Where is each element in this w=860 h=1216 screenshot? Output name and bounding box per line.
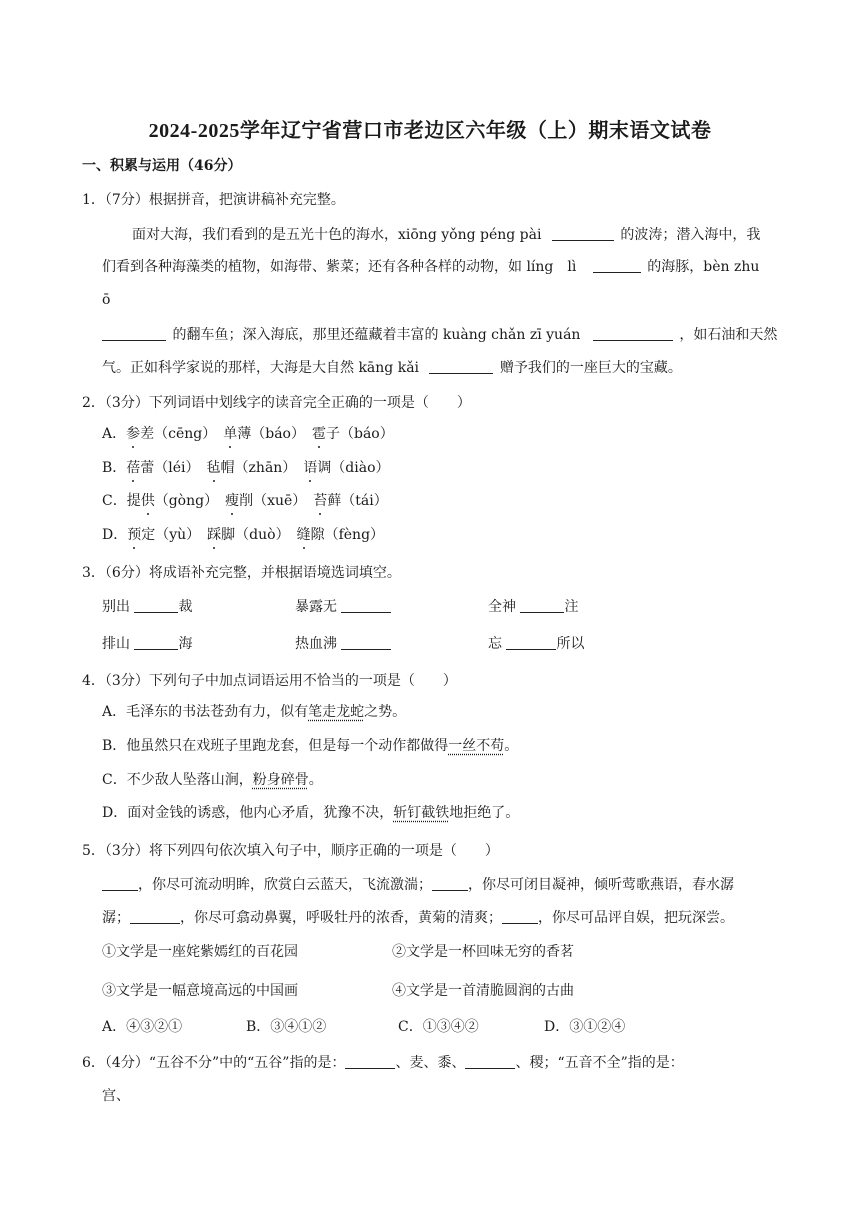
q4-option-c[interactable]	[102, 770, 323, 790]
q5-option-d[interactable]: D．③①②④	[544, 1019, 626, 1035]
idiom-text: 别出	[102, 599, 130, 615]
q6-text: 、麦、黍、	[395, 1055, 466, 1071]
q5-text: ，你尽可品评自娱，把玩深尝。	[538, 910, 734, 926]
q1-text: 的波涛；潜入海中，我	[620, 227, 761, 243]
option-text: 。	[504, 738, 519, 754]
idiom-item	[102, 634, 192, 654]
option-text: 定（yù）	[141, 527, 194, 543]
q2-option-d[interactable]	[102, 525, 384, 545]
q1-text: 们看到各种海藻类的植物，如海带、紫菜；还有各种各样的动物，如 lí	[102, 259, 536, 275]
dotted-char: 预	[127, 527, 142, 543]
fill-blank[interactable]	[102, 326, 166, 341]
idiom-text: 裁	[178, 599, 193, 615]
dotted-char: 蓓	[126, 460, 141, 476]
fill-blank[interactable]	[341, 598, 391, 613]
dotted-char: 毡	[206, 460, 221, 476]
option-letter: D．	[102, 527, 128, 543]
q2-option-b[interactable]	[102, 458, 390, 478]
option-text: 子（báo）	[325, 426, 394, 442]
dotted-char: 缝	[296, 527, 311, 543]
fill-blank[interactable]	[134, 598, 178, 613]
q4-option-b[interactable]	[102, 736, 518, 756]
exam-title: 2024-2025学年辽宁省营口市老边区六年级（上）期末语文试卷	[148, 120, 712, 142]
fill-blank[interactable]	[506, 635, 556, 650]
idiom-text: 热血沸	[295, 636, 337, 652]
option-letter: B．	[102, 460, 127, 476]
fill-blank[interactable]	[130, 909, 180, 924]
fill-blank[interactable]	[134, 635, 178, 650]
idiom-text: 忘	[488, 636, 502, 652]
option-text: A．毛泽东的书法苍劲有力，似有	[102, 704, 309, 720]
dotted-char: 瘦	[225, 493, 240, 509]
fill-blank[interactable]	[552, 226, 614, 241]
q4-option-d[interactable]	[102, 803, 519, 823]
dotted-char: 踩	[207, 527, 222, 543]
q1-text: ，如石油和天然	[679, 327, 778, 343]
q5-text: 潺；	[102, 910, 130, 926]
question-2-heading: 2．（3分）下列词语中划线字的读音完全正确的一项是（ ）	[82, 395, 471, 411]
option-text: 藓（tái）	[327, 493, 388, 509]
idiom-text: 暴露无	[295, 599, 337, 615]
fill-blank[interactable]	[520, 598, 564, 613]
dotted-word: 一丝不苟	[448, 738, 505, 754]
q1-text: 面对大海，我们看到的是五光十色的海水，xiōng yǒng péng pài	[132, 227, 542, 243]
dotted-word: 笔走龙蛇	[308, 704, 365, 720]
idiom-item	[295, 634, 391, 654]
idiom-text: 所以	[556, 636, 585, 652]
q1-line-3: ō	[102, 292, 111, 308]
q1-line-1	[132, 225, 760, 245]
fill-blank[interactable]	[465, 1054, 515, 1069]
fill-blank[interactable]	[102, 876, 138, 891]
dotted-char: 苔	[313, 493, 328, 509]
option-text: B．他虽然只在戏班子里跑龙套，但是每一个动作都做得	[102, 738, 449, 754]
fill-blank[interactable]	[432, 876, 468, 891]
dotted-char: 参	[126, 426, 141, 442]
q1-line-4	[102, 325, 777, 345]
option-text: 隙（fèng）	[310, 527, 385, 543]
q5-sentence-1: ①文学是一座姹紫嫣红的百花园	[102, 944, 298, 960]
question-4-heading: 4．（3分）下列句子中加点词语运用不恰当的一项是（ ）	[82, 673, 457, 689]
question-6-line-1	[82, 1053, 684, 1073]
option-text: D．面对金钱的诱惑，他内心矛盾，犹豫不决，	[102, 805, 394, 821]
q6-text: 6．（4分）“五谷不分”中的“五谷”指的是：	[82, 1055, 346, 1071]
dotted-word: 粉身碎骨	[252, 772, 309, 788]
q1-line-2	[102, 257, 759, 277]
section-heading: 一、积累与运用（46分）	[82, 158, 242, 174]
q1-text: 赠予我们的一座巨大的宝藏。	[499, 360, 682, 376]
option-text: C．不少敌人坠落山涧，	[102, 772, 253, 788]
option-text: 之势。	[364, 704, 407, 720]
q1-text: 的海豚，bèn zhu	[647, 259, 760, 275]
question-5-heading: 5．（3分）将下列四句依次填入句子中，顺序正确的一项是（ ）	[82, 843, 499, 859]
option-letter: C．提	[102, 493, 141, 509]
dotted-char: 雹	[311, 426, 326, 442]
idiom-text: 注	[564, 599, 579, 615]
dotted-char: 语	[303, 460, 318, 476]
idiom-item	[488, 597, 578, 617]
option-text: 蕾（léi）	[140, 460, 193, 476]
fill-blank[interactable]	[345, 1054, 395, 1069]
q5-text: ，你尽可闭目凝神，倾听莺歌燕语，春水潺	[468, 877, 734, 893]
option-text: （gòng）	[154, 493, 212, 509]
option-text: 地拒绝了。	[449, 805, 520, 821]
option-text: 帽（zhān）	[220, 460, 290, 476]
question-1-heading: 1．（7分）根据拼音，把演讲稿补充完整。	[82, 192, 345, 208]
question-3-heading: 3．（6分）将成语补充完整，并根据语境选词填空。	[82, 565, 401, 581]
option-text: 削（xuē）	[239, 493, 300, 509]
q5-sentence-2: ②文学是一杯回味无穷的香茗	[392, 944, 574, 960]
dotted-char: 单	[223, 426, 238, 442]
fill-blank[interactable]	[502, 909, 538, 924]
option-text: 调（diào）	[317, 460, 390, 476]
q5-sentence-4: ④文学是一首清脆圆润的古曲	[392, 983, 574, 999]
q1-text: ng lì	[535, 259, 577, 275]
option-text: 差（cēng）	[140, 426, 210, 442]
fill-blank[interactable]	[429, 359, 493, 374]
q5-sentence-3: ③文学是一幅意境高远的中国画	[102, 983, 298, 999]
q5-option-a[interactable]: A．④③②①	[102, 1019, 183, 1035]
q1-text: 的翻车鱼；深入海底，那里还蕴藏着丰富的 kuàng chǎn zī yuán	[172, 327, 581, 343]
q2-option-c[interactable]	[102, 491, 388, 511]
q6-text: 、稷；“五音不全”指的是：	[515, 1055, 684, 1071]
q5-line-1	[102, 875, 734, 895]
fill-blank[interactable]	[593, 326, 673, 341]
idiom-item	[102, 597, 192, 617]
idiom-item	[488, 634, 584, 654]
dotted-char: 供	[140, 493, 155, 509]
option-text: 。	[308, 772, 323, 788]
q5-option-c[interactable]: C．①③④②	[398, 1019, 479, 1035]
q2-option-a[interactable]	[102, 424, 394, 444]
q5-line-2	[102, 908, 734, 928]
idiom-text: 海	[178, 636, 193, 652]
q1-text: 气。正如科学家说的那样，大海是大自然 kāng kǎi	[102, 360, 420, 376]
q5-text: ，你尽可翕动鼻翼，呼吸牡丹的浓香，黄菊的清爽；	[180, 910, 502, 926]
q4-option-a[interactable]	[102, 702, 406, 722]
q1-line-5	[102, 358, 682, 378]
idiom-text: 排山	[102, 636, 130, 652]
idiom-item	[295, 597, 391, 617]
fill-blank[interactable]	[341, 635, 391, 650]
q5-text: ，你尽可流动明眸，欣赏白云蓝天，飞流激湍；	[138, 877, 432, 893]
question-6-line-2: 宫、	[102, 1088, 130, 1104]
option-letter: A．	[102, 426, 127, 442]
dotted-word: 斩钉截铁	[393, 805, 450, 821]
option-text: 薄（báo）	[237, 426, 298, 442]
q5-option-b[interactable]: B．③④①②	[246, 1019, 327, 1035]
fill-blank[interactable]	[593, 258, 641, 273]
idiom-text: 全神	[488, 599, 516, 615]
option-text: 脚（duò）	[221, 527, 283, 543]
